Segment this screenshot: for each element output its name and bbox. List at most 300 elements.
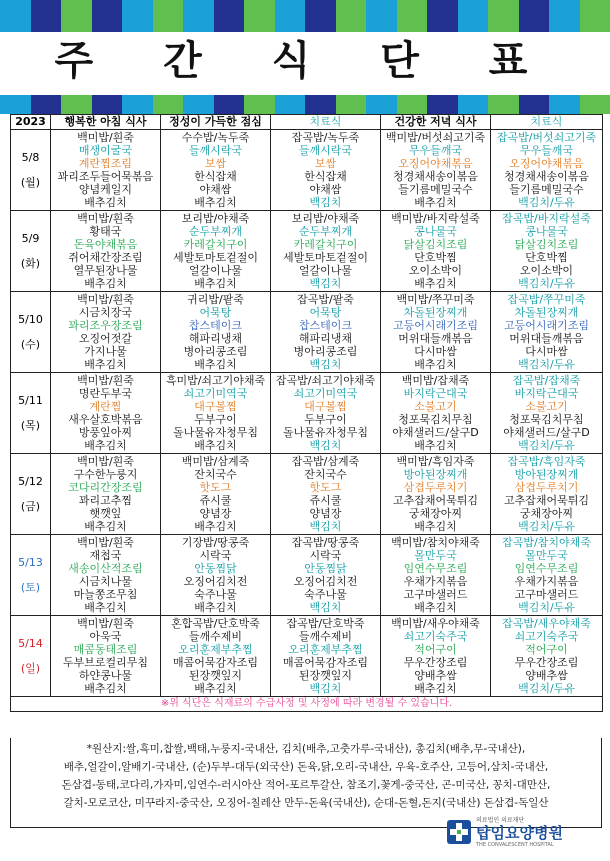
stripe-segment [61, 0, 92, 32]
menu-item: 배추김치 [414, 601, 457, 614]
menu-item: 배추김치 [414, 277, 457, 290]
menu-item: 잡곡밥/버섯쇠고기죽 [496, 131, 597, 144]
stripe-segment [427, 0, 458, 32]
menu-item: 잡곡밥/바지락설죽 [502, 212, 591, 225]
menu-item: 배추김치 [194, 439, 237, 452]
menu-item: 백미밥/흰죽 [77, 212, 134, 225]
menu-item: 들깨수제비 [298, 630, 353, 643]
menu-item: 구수한누룽지 [73, 468, 138, 481]
menu-item: 백미밥/흰죽 [77, 374, 134, 387]
menu-item: 숙주나물 [194, 588, 237, 601]
stripe-segment [488, 0, 519, 32]
menu-item: 보쌈 [204, 157, 227, 170]
menu-item: 배추김치 [194, 520, 237, 533]
menu-item: 고구마샐러드 [514, 588, 579, 601]
stripe-segment [0, 0, 31, 32]
menu-item: 청포묵김치무침 [509, 413, 584, 426]
meal-cell-dinner [381, 373, 491, 454]
menu-item: 시락국 [199, 549, 232, 562]
menu-item: 청경채새송이볶음 [392, 170, 478, 183]
menu-item: 쥐어채간장조림 [68, 251, 143, 264]
hospital-logo-icon [446, 819, 472, 845]
menu-item: 배추김치 [414, 682, 457, 695]
menu-item: 매콤어묵감자조림 [172, 656, 258, 669]
day-date: 5/8 [21, 150, 40, 164]
menu-item: 수수밥/녹두죽 [181, 131, 250, 144]
menu-item: 백김치/두유 [518, 520, 575, 533]
hospital-logo [446, 812, 602, 852]
meal-cell-dinner-therapy [491, 454, 603, 535]
menu-item: 재첩국 [89, 549, 122, 562]
menu-item: 잡곡밥/쭈꾸미죽 [507, 293, 586, 306]
menu-item: 코다리간장조림 [68, 481, 143, 494]
menu-item: 쥬시쿨 [199, 494, 232, 507]
menu-item: 백미밥/흰죽 [77, 293, 134, 306]
meal-cell-breakfast [51, 292, 161, 373]
menu-item: 들깨시락국 [188, 144, 243, 157]
menu-item: 보리밥/야채죽 [181, 212, 250, 225]
menu-item: 백김치 [309, 358, 342, 371]
meal-cell-breakfast [51, 454, 161, 535]
stripe-segment [336, 95, 367, 114]
menu-item: 백김치 [309, 682, 342, 695]
menu-item: 오징어야채볶음 [509, 157, 584, 170]
menu-item: 단호박찜 [414, 251, 457, 264]
menu-item: 오징어김치전 [293, 575, 358, 588]
meal-cell-lunch-therapy [271, 211, 381, 292]
meal-cell-lunch [161, 373, 271, 454]
menu-item: 야채쌈 [309, 183, 342, 196]
menu-item: 우채가지볶음 [403, 575, 468, 588]
menu-item: 쇠고기숙주국 [403, 630, 468, 643]
stripe-segment [183, 0, 214, 32]
stripe-segment [183, 95, 214, 114]
stripe-segment [366, 95, 397, 114]
stripe-segment [153, 95, 184, 114]
meal-cell-dinner-therapy [491, 292, 603, 373]
stripe-segment [214, 95, 245, 114]
menu-item: 백김치/두유 [518, 277, 575, 290]
menu-item: 쥬시쿨 [309, 494, 342, 507]
header-lunch: 정성이 가득한 점심 [161, 115, 271, 130]
menu-item: 매콤어묵감자조림 [282, 656, 368, 669]
menu-item: 오징어젓갈 [78, 332, 133, 345]
menu-item: 들깨시락국 [298, 144, 353, 157]
menu-item: 시금치나물 [78, 575, 133, 588]
meal-cell-dinner [381, 130, 491, 211]
menu-item: 청포묵김치무침 [398, 413, 473, 426]
menu-item: 새송이산적조림 [68, 562, 143, 575]
day-weekday: (토) [20, 580, 41, 594]
meal-cell-breakfast [51, 211, 161, 292]
day-cell [11, 454, 51, 535]
meal-cell-dinner [381, 292, 491, 373]
menu-item: 백미밥/삼계죽 [181, 455, 250, 468]
menu-item: 카레갈치구이 [183, 238, 248, 251]
header-year: 2023 [11, 115, 51, 130]
menu-item: 야채샐러드/살구D [503, 426, 590, 439]
menu-item: 잡곡밥/쇠고기야채죽 [275, 374, 376, 387]
meal-cell-lunch-therapy [271, 130, 381, 211]
day-row [11, 292, 603, 373]
menu-item: 양배추쌈 [414, 669, 457, 682]
menu-item: 백김치 [309, 601, 342, 614]
menu-item: 오징어야채볶음 [398, 157, 473, 170]
meal-cell-dinner [381, 535, 491, 616]
menu-item: 백미밥/흰죽 [77, 536, 134, 549]
stripe-segment [275, 0, 306, 32]
menu-item: 잔치국수 [304, 468, 347, 481]
day-cell [11, 130, 51, 211]
meal-cell-lunch-therapy [271, 535, 381, 616]
header-dinner-therapy: 치료식 [491, 115, 603, 130]
menu-item: 된장깻잎지 [298, 669, 353, 682]
menu-item: 찹스테이크 [298, 319, 353, 332]
menu-item: 배추김치 [194, 277, 237, 290]
menu-item: 방아된장찌개 [403, 468, 468, 481]
stripe-segment [275, 95, 306, 114]
day-date: 5/14 [18, 636, 43, 650]
stripe-segment [92, 95, 123, 114]
origin-line: *원산지:쌀,흑미,찹쌀,백태,누룽지-국내산, 김치(배추,고춧가루-국내산), 총김치(배추,무-국내산), [86, 743, 526, 755]
menu-item: 방아된장찌개 [514, 468, 579, 481]
menu-item: 계란찜조림 [78, 157, 133, 170]
menu-item: 백미밥/흑임자죽 [396, 455, 475, 468]
menu-item: 임연수무조림 [514, 562, 579, 575]
menu-item: 쇠고기숙주국 [514, 630, 579, 643]
meal-cell-breakfast [51, 373, 161, 454]
menu-item: 하얀콩나물 [78, 669, 133, 682]
menu-item: 병아리콩조림 [183, 345, 248, 358]
logo-english: THE CONVALESCENT HOSPITAL [476, 841, 554, 848]
menu-item: 배추김치 [84, 277, 127, 290]
menu-item: 두부구이 [194, 413, 237, 426]
stripe-segment [92, 0, 123, 32]
menu-item: 잡곡밥/삼계죽 [291, 455, 360, 468]
menu-item: 핫도그 [199, 481, 232, 494]
menu-item: 된장깻잎지 [188, 669, 243, 682]
menu-body [11, 130, 603, 697]
day-row [11, 454, 603, 535]
menu-item: 들깨수제비 [188, 630, 243, 643]
menu-item: 배추김치 [84, 682, 127, 695]
meal-cell-lunch-therapy [271, 373, 381, 454]
stripe-segment [244, 0, 275, 32]
meal-cell-lunch [161, 130, 271, 211]
header-row [11, 115, 603, 130]
menu-item: 야채샐러드/살구D [392, 426, 479, 439]
day-cell [11, 373, 51, 454]
stripe-segment [458, 0, 489, 32]
menu-item: 핫도그 [309, 481, 342, 494]
menu-item: 돈육야채볶음 [73, 238, 138, 251]
menu-item: 임연수무조림 [403, 562, 468, 575]
menu-item: 고등어시래기조림 [503, 319, 589, 332]
menu-item: 매콤동태조림 [73, 643, 138, 656]
bottom-color-stripe [0, 95, 610, 112]
day-cell [11, 292, 51, 373]
menu-item: 차돌된장찌개 [514, 306, 579, 319]
menu-item: 백미밥/버섯쇠고기죽 [385, 131, 486, 144]
menu-item: 백김치/두유 [518, 358, 575, 371]
menu-item: 몰만두국 [414, 549, 457, 562]
meal-cell-dinner [381, 454, 491, 535]
menu-item: 삼겹두루치기 [514, 481, 579, 494]
menu-item: 쇠고기미역국 [183, 387, 248, 400]
menu-item: 머위대들깨볶음 [509, 332, 584, 345]
meal-cell-dinner-therapy [491, 373, 603, 454]
menu-item: 아욱국 [89, 630, 122, 643]
day-date: 5/11 [18, 393, 43, 407]
menu-item: 궁채장아찌 [519, 507, 574, 520]
menu-item: 오리훈제부추찜 [178, 643, 253, 656]
meal-cell-breakfast [51, 130, 161, 211]
stripe-segment [122, 0, 153, 32]
menu-item: 고등어시래기조림 [392, 319, 478, 332]
menu-item: 꽈리조두들어묵볶음 [57, 170, 154, 183]
origin-line: 배추,얼갈이,알배기-국내산, (순)두부-대두(외국산) 돈육,닭,오리-국내산, 우육-호주산, 고등어,삼치-국내산, [63, 761, 549, 773]
stripe-segment [153, 0, 184, 32]
stripe-segment [549, 95, 580, 114]
menu-item: 배추김치 [84, 601, 127, 614]
menu-item: 잡곡밥/녹두죽 [291, 131, 360, 144]
meal-cell-dinner [381, 616, 491, 697]
stripe-segment [305, 95, 336, 114]
menu-item: 바지락근대국 [403, 387, 468, 400]
menu-item: 시금치장국 [78, 306, 133, 319]
menu-item: 백미밥/흰죽 [77, 617, 134, 630]
menu-item: 적어구이 [414, 643, 457, 656]
day-row [11, 616, 603, 697]
menu-item: 배추김치 [194, 358, 237, 371]
meal-cell-lunch [161, 535, 271, 616]
menu-item: 세발토마토겉절이 [282, 251, 368, 264]
menu-item: 한식잡채 [304, 170, 347, 183]
menu-item: 머위대들깨볶음 [398, 332, 473, 345]
menu-item: 배추김치 [84, 520, 127, 533]
menu-item: 새우살호박볶음 [68, 413, 143, 426]
day-row [11, 211, 603, 292]
menu-item: 무우간장조림 [403, 656, 468, 669]
menu-item: 기장밥/땅콩죽 [181, 536, 250, 549]
menu-item: 배추김치 [194, 682, 237, 695]
day-date: 5/10 [18, 312, 43, 326]
menu-item: 꽈리조우장조림 [68, 319, 143, 332]
menu-item: 가지나물 [84, 345, 127, 358]
meal-cell-lunch [161, 454, 271, 535]
origin-line: 갈치-모로코산, 미꾸라지-중국산, 오징어-칠레산 만두-돈육(국내산), 순대-돈혈,돈지(국내산) 돈삼겹-독일산 [63, 797, 549, 809]
meal-cell-dinner-therapy [491, 616, 603, 697]
menu-item: 닭살김치조림 [514, 238, 579, 251]
stripe-segment [519, 0, 550, 32]
page-title: 주 간 식 단 표 [54, 38, 556, 84]
day-weekday: (금) [20, 499, 41, 513]
stripe-segment [397, 0, 428, 32]
menu-item: 차돌된장찌개 [403, 306, 468, 319]
menu-item: 닭살김치조림 [403, 238, 468, 251]
menu-item: 배추김치 [194, 601, 237, 614]
menu-item: 백미밥/흰죽 [77, 455, 134, 468]
menu-item: 백김치 [309, 196, 342, 209]
meal-cell-lunch [161, 211, 271, 292]
menu-item: 소불고기 [525, 400, 568, 413]
menu-item: 황태국 [89, 225, 122, 238]
day-date: 5/9 [21, 231, 40, 245]
menu-item: 잔치국수 [194, 468, 237, 481]
day-weekday: (일) [20, 661, 41, 675]
menu-item: 백미밥/참치야채죽 [391, 536, 480, 549]
menu-item: 얼갈이나물 [298, 264, 353, 277]
menu-item: 병아리콩조림 [293, 345, 358, 358]
stripe-segment [549, 0, 580, 32]
menu-item: 세발토마토겉절이 [172, 251, 258, 264]
notice-text: ※위 식단은 식재료의 수급사정 및 사정에 따라 변경될 수 있습니다. [11, 697, 603, 712]
menu-item: 시락국 [309, 549, 342, 562]
stripe-segment [580, 0, 610, 32]
day-date: 5/12 [18, 474, 43, 488]
day-row [11, 373, 603, 454]
stripe-segment [488, 95, 519, 114]
menu-item: 명란두부국 [78, 387, 133, 400]
menu-item: 오이소박이 [408, 264, 463, 277]
menu-item: 백김치 [309, 520, 342, 533]
top-color-stripe [0, 0, 610, 30]
stripe-segment [519, 95, 550, 114]
menu-item: 다시마쌈 [525, 345, 568, 358]
menu-item: 카레갈치구이 [293, 238, 358, 251]
weekly-menu-table [10, 114, 603, 712]
menu-item: 양배추쌈 [525, 669, 568, 682]
menu-item: 잡곡밥/흑임자죽 [507, 455, 586, 468]
menu-item: 잡곡밥/참치야채죽 [502, 536, 591, 549]
stripe-segment [244, 95, 275, 114]
meal-cell-breakfast [51, 616, 161, 697]
meal-cell-dinner-therapy [491, 130, 603, 211]
logo-subtitle: 의료법인 의료재단 [476, 816, 525, 824]
menu-item: 계란찜 [89, 400, 122, 413]
menu-item: 배추김치 [414, 439, 457, 452]
stripe-segment [336, 0, 367, 32]
menu-item: 어묵탕 [199, 306, 232, 319]
day-row [11, 535, 603, 616]
menu-item: 잡곡밥/땅콩죽 [291, 536, 360, 549]
menu-item: 보쌈 [314, 157, 337, 170]
meal-cell-lunch [161, 616, 271, 697]
day-date: 5/13 [18, 555, 43, 569]
menu-item: 잡곡밥/새우야채죽 [502, 617, 591, 630]
stripe-segment [61, 95, 92, 114]
menu-item: 열무된장나물 [73, 264, 138, 277]
menu-item: 배추김치 [414, 196, 457, 209]
menu-item: 배추김치 [84, 358, 127, 371]
menu-item: 오리훈제부추찜 [288, 643, 363, 656]
menu-item: 고추잡채어묵튀김 [503, 494, 589, 507]
menu-item: 무우간장조림 [514, 656, 579, 669]
stripe-segment [0, 95, 31, 114]
menu-item: 방풍잎아찌 [78, 426, 133, 439]
stripe-segment [580, 95, 610, 114]
menu-item: 다시마쌈 [414, 345, 457, 358]
menu-item: 몰만두국 [525, 549, 568, 562]
menu-item: 꽈리고추찜 [78, 494, 133, 507]
menu-item: 귀리밥/팥죽 [187, 293, 244, 306]
day-weekday: (화) [20, 256, 41, 270]
menu-item: 해파리냉채 [188, 332, 243, 345]
stripe-segment [427, 95, 458, 114]
menu-item: 어묵탕 [309, 306, 342, 319]
day-weekday: (수) [20, 337, 41, 351]
meal-cell-dinner-therapy [491, 535, 603, 616]
stripe-segment [122, 95, 153, 114]
menu-item: 배추김치 [84, 196, 127, 209]
meal-cell-lunch-therapy [271, 292, 381, 373]
menu-item: 들기름메밀국수 [509, 183, 584, 196]
menu-item: 두부브로컬리무침 [62, 656, 148, 669]
menu-item: 무우들깨국 [519, 144, 574, 157]
day-weekday: (목) [20, 418, 41, 432]
menu-item: 잡곡밥/팥죽 [297, 293, 354, 306]
stripe-segment [31, 0, 62, 32]
menu-item: 대구볼찜 [194, 400, 237, 413]
menu-item: 고추잡채어묵튀김 [392, 494, 478, 507]
menu-item: 순두부찌개 [298, 225, 353, 238]
menu-item: 양념케일지 [78, 183, 133, 196]
menu-item: 백김치/두유 [518, 682, 575, 695]
header-dinner: 건강한 저녁 식사 [381, 115, 491, 130]
menu-item: 두부구이 [304, 413, 347, 426]
stripe-segment [31, 95, 62, 114]
menu-item: 궁채장아찌 [408, 507, 463, 520]
menu-item: 삼겹두루치기 [403, 481, 468, 494]
menu-item: 야채쌈 [199, 183, 232, 196]
menu-item: 콩나물국 [414, 225, 457, 238]
menu-item: 쇠고기미역국 [293, 387, 358, 400]
menu-item: 백김치 [309, 439, 342, 452]
menu-item: 순두부찌개 [188, 225, 243, 238]
menu-item: 적어구이 [525, 643, 568, 656]
menu-item: 잡곡밥/단호박죽 [286, 617, 365, 630]
menu-item: 돌나물유자청무침 [282, 426, 368, 439]
menu-item: 혼합곡밥/단호박죽 [171, 617, 260, 630]
day-cell [11, 535, 51, 616]
menu-item: 숙주나물 [304, 588, 347, 601]
stripe-segment [305, 0, 336, 32]
menu-item: 마늘쫑조무침 [73, 588, 138, 601]
menu-item: 흑미밥/쇠고기야채죽 [165, 374, 266, 387]
origin-line: 돈삼겹-동태,코다리,가자미,임연수-러시아산 적어-포르투갈산, 참조기,꽃게-중국산, 곤-미국산, 꽁치-대만산, [61, 779, 551, 791]
menu-item: 백미밥/쭈꾸미죽 [396, 293, 475, 306]
menu-item: 단호박찜 [525, 251, 568, 264]
menu-item: 콩나물국 [525, 225, 568, 238]
menu-item: 백미밥/흰죽 [77, 131, 134, 144]
day-cell [11, 616, 51, 697]
notice-row [11, 697, 603, 712]
menu-item: 오이소박이 [519, 264, 574, 277]
meal-cell-lunch-therapy [271, 616, 381, 697]
menu-item: 해파리냉채 [298, 332, 353, 345]
menu-item: 햇깻잎 [89, 507, 122, 520]
menu-item: 백김치 [309, 277, 342, 290]
menu-item: 오징어김치전 [183, 575, 248, 588]
meal-cell-lunch-therapy [271, 454, 381, 535]
menu-item: 배추김치 [194, 196, 237, 209]
menu-item: 안동찜닭 [194, 562, 237, 575]
menu-item: 백미밥/바지락설죽 [391, 212, 480, 225]
menu-item: 백김치/두유 [518, 196, 575, 209]
menu-item: 잡곡밥/잡채죽 [512, 374, 581, 387]
menu-item: 한식잡채 [194, 170, 237, 183]
meal-cell-dinner-therapy [491, 211, 603, 292]
